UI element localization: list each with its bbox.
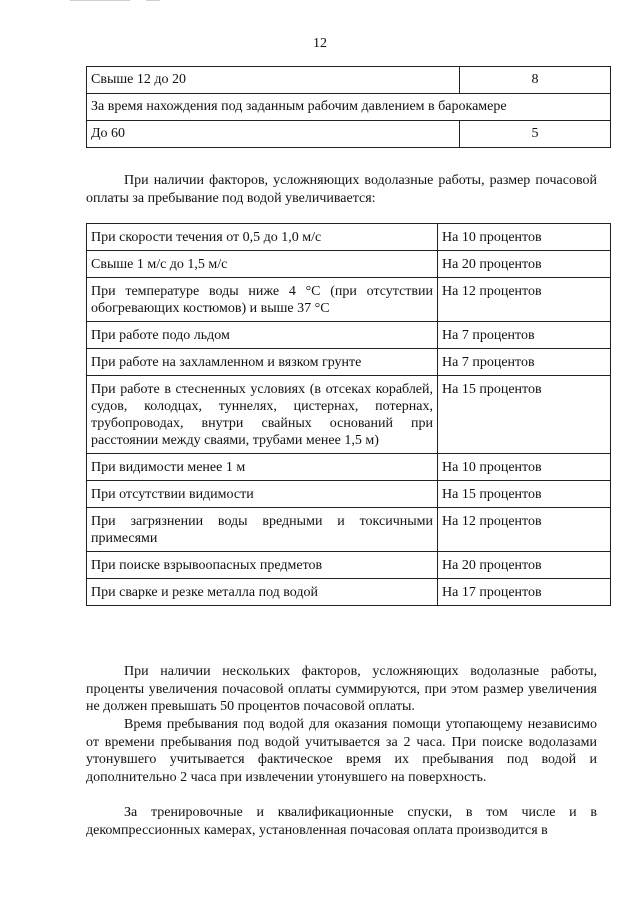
table-row xyxy=(87,94,611,121)
percent-cell: На 20 процентов xyxy=(438,251,611,278)
factor-cell: При поиске взрывоопасных предметов xyxy=(87,552,438,579)
table-row xyxy=(87,224,611,251)
table-row xyxy=(87,322,611,349)
factor-cell: При температуре воды ниже 4 °С (при отсутствии обогревающих костюмов) и выше 37 °С xyxy=(87,278,438,322)
intro-text: При наличии факторов, усложняющих водолазные работы, размер почасовой оплаты за пребывание под водой увеличивается: xyxy=(86,173,597,206)
body-paragraph xyxy=(86,663,597,716)
factor-cell: При работе подо льдом xyxy=(87,322,438,349)
paragraph-text: За тренировочные и квалификационные спуски, в том числе и в декомпрессионных камерах, установленная почасовая оплата производится в xyxy=(86,805,597,838)
factor-cell: При работе в стесненных условиях (в отсеках кораблей, судов, колодцах, туннелях, цистернах, потернах, трубопроводах, внутри свайных оснований при расстоянии между сваями, трубами менее 1,5 м) xyxy=(87,376,438,454)
table-cell-label: До 60 xyxy=(87,121,460,148)
percent-cell: На 12 процентов xyxy=(438,508,611,552)
factor-cell: При работе на захламленном и вязком грунте xyxy=(87,349,438,376)
table-row xyxy=(87,579,611,606)
table-row xyxy=(87,278,611,322)
paragraph-text: При наличии нескольких факторов, усложняющих водолазные работы, проценты увеличения почасовой оплаты суммируются, при этом размер увеличения не должен превышать 50 процентов почасовой оплаты. xyxy=(86,664,597,714)
percent-cell: На 15 процентов xyxy=(438,376,611,454)
table-cell-value: 8 xyxy=(460,67,611,94)
table-section-header: За время нахождения под заданным рабочим давлением в барокамере xyxy=(87,94,611,121)
page-number: 12 xyxy=(313,36,327,51)
percent-cell: На 12 процентов xyxy=(438,278,611,322)
table-row xyxy=(87,481,611,508)
paragraph-text: Время пребывания под водой для оказания помощи утопающему независимо от времени пребывания под водой учитывается за 2 часа. При поиске водолазами утонувшего учитывается фактическое время их пребывания под водой и дополнительно 2 часа при извлечении утонувшего на поверхность. xyxy=(86,717,597,785)
factor-cell: При скорости течения от 0,5 до 1,0 м/с xyxy=(87,224,438,251)
percent-cell: На 15 процентов xyxy=(438,481,611,508)
table-row xyxy=(87,349,611,376)
percent-cell: На 7 процентов xyxy=(438,322,611,349)
table-row xyxy=(87,454,611,481)
factors-table xyxy=(86,223,611,606)
table-row xyxy=(87,121,611,148)
percent-cell: На 7 процентов xyxy=(438,349,611,376)
factor-cell: При сварке и резке металла под водой xyxy=(87,579,438,606)
percent-cell: На 10 процентов xyxy=(438,454,611,481)
table-row xyxy=(87,376,611,454)
table-row xyxy=(87,508,611,552)
body-paragraph xyxy=(86,716,597,786)
pay-rate-table xyxy=(86,66,611,148)
table-row xyxy=(87,251,611,278)
factor-cell: При отсутствии видимости xyxy=(87,481,438,508)
factor-cell: При видимости менее 1 м xyxy=(87,454,438,481)
percent-cell: На 10 процентов xyxy=(438,224,611,251)
percent-cell: На 17 процентов xyxy=(438,579,611,606)
percent-cell: На 20 процентов xyxy=(438,552,611,579)
table-row xyxy=(87,67,611,94)
factor-cell: При загрязнении воды вредными и токсичными примесями xyxy=(87,508,438,552)
intro-paragraph xyxy=(86,172,597,207)
table-cell-value: 5 xyxy=(460,121,611,148)
table-cell-label: Свыше 12 до 20 xyxy=(87,67,460,94)
table-row xyxy=(87,552,611,579)
scan-artifact xyxy=(70,0,130,1)
factor-cell: Свыше 1 м/с до 1,5 м/с xyxy=(87,251,438,278)
scan-artifact xyxy=(146,0,160,1)
body-paragraph xyxy=(86,804,597,839)
